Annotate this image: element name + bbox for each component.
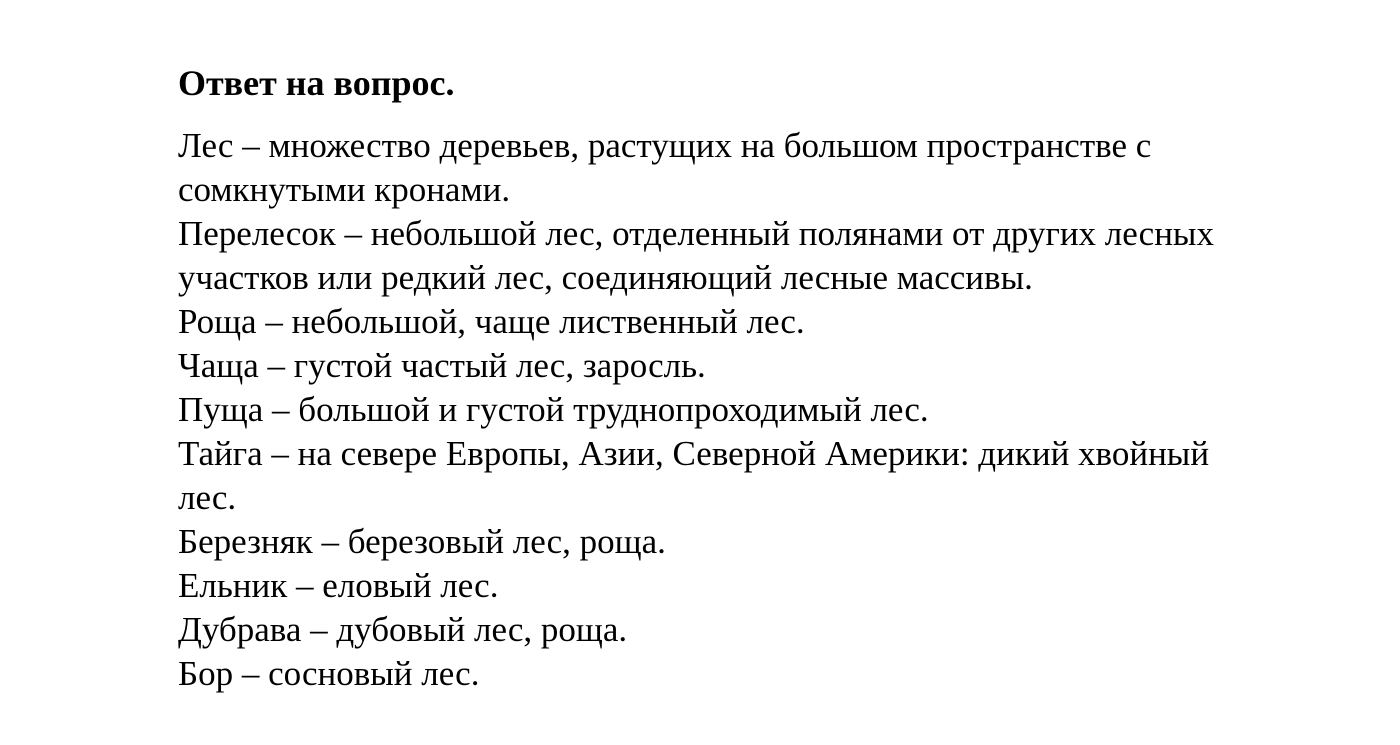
definition-paragraph-les	[80, 124, 1330, 212]
definition-paragraph-pereleosk	[80, 212, 1330, 300]
paragraph-line: Ельник – еловый лес.	[178, 566, 499, 605]
answer-body	[80, 124, 1330, 696]
paragraph-line: Чаща – густой частый лес, заросль.	[178, 346, 706, 385]
definition-paragraph-dubrava	[80, 608, 1330, 652]
page-title: Ответ на вопрос.	[178, 63, 455, 103]
paragraph-line: Лес – множество деревьев, растущих на большом пространстве с	[178, 126, 1152, 165]
definition-paragraph-roshcha	[80, 300, 1330, 344]
paragraph-line: Дубрава – дубовый лес, роща.	[178, 610, 628, 649]
definition-paragraph-pushcha	[80, 388, 1330, 432]
definition-paragraph-bereznyak	[80, 520, 1330, 564]
paragraph-line: Тайга – на севере Европы, Азии, Северной Америки: дикий хвойный	[178, 434, 1210, 473]
paragraph-line: участков или редкий лес, соединяющий лесные массивы.	[178, 258, 1033, 297]
definition-paragraph-bor	[80, 652, 1330, 696]
definition-paragraph-tayga	[80, 432, 1330, 520]
definition-paragraph-chashcha	[80, 344, 1330, 388]
paragraph-line: Березняк – березовый лес, роща.	[178, 522, 666, 561]
paragraph-line: Пуща – большой и густой труднопроходимый лес.	[178, 390, 929, 429]
paragraph-line: лес.	[178, 478, 237, 517]
paragraph-line: Перелесок – небольшой лес, отделенный полянами от других лесных	[178, 214, 1214, 253]
paragraph-line: Роща – небольшой, чаще лиственный лес.	[178, 302, 805, 341]
definition-paragraph-elnik	[80, 564, 1330, 608]
paragraph-line: Бор – сосновый лес.	[178, 654, 480, 693]
paragraph-line: сомкнутыми кронами.	[178, 170, 511, 209]
